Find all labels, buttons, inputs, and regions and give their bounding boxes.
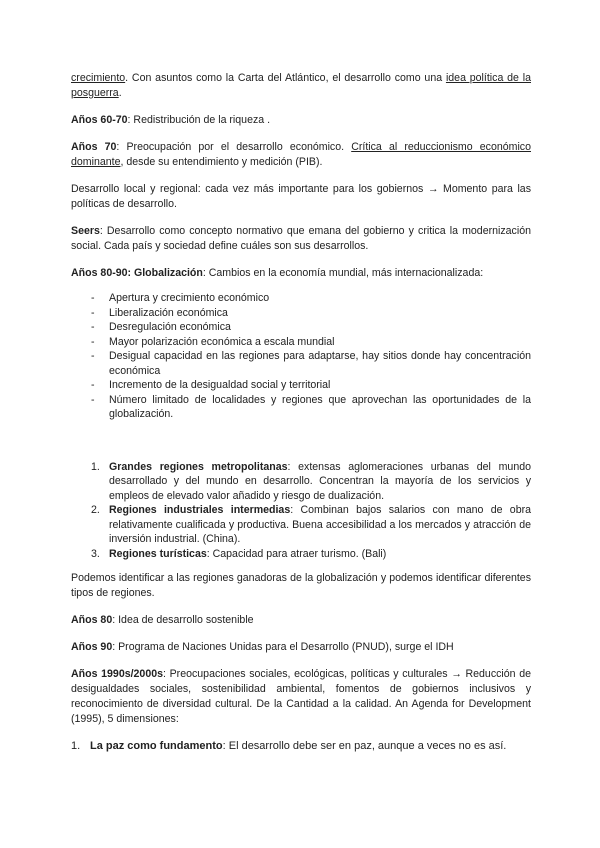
item-text: : Capacidad para atraer turismo. (Bali) [206, 547, 387, 560]
item-number: 1. [91, 460, 100, 473]
list-item: - Incremento de la desigualdad social y territorial [71, 378, 531, 393]
item-number: 1. [71, 740, 81, 752]
dimension-list-item [71, 739, 531, 754]
underlined-term: crecimiento [71, 72, 126, 84]
underlined-term: Crítica al reduccionismo económico dominante [71, 141, 531, 168]
paragraph-text: : Idea de desarrollo sostenible [112, 614, 254, 626]
list-item [71, 547, 531, 562]
item-text: : Combinan bajos salarios con mano de obra relativamente cualificada y productiva. Buena accesibilidad a los mercados y atracción de inversión industrial. (China). [109, 504, 532, 545]
paragraph-text: : Preocupaciones sociales, ecológicas, políticas y culturales → Reducción de desigualdades sociales, sostenibilidad ambiental, fomentos de gobiernos inclusivos y reconocimiento de diversidad cultural. De la Cantidad a la calidad. An Agenda for Development (1995), 5 dimensiones: [71, 668, 531, 725]
item-number: 2. [91, 504, 100, 516]
item-label: Grandes regiones metropolitanas [109, 460, 288, 473]
list-item [71, 503, 531, 547]
paragraph-text: : Preocupación por el desarrollo económico. [116, 141, 352, 153]
item-text: : El desarrollo debe ser en paz, aunque a veces no es así. [222, 740, 507, 752]
paragraph-text: : Desarrollo como concepto normativo que emana del gobierno y critica la modernización social. Cada país y sociedad define cuáles son sus desarrollos. [71, 225, 531, 252]
item-label: Regiones turísticas [109, 547, 207, 560]
period-label: Años 80 [71, 614, 113, 626]
intro-text: . Con asuntos como la Carta del Atlántico, el desarrollo como una [125, 72, 446, 84]
paragraph-anos-1990s-2000s [71, 667, 531, 727]
paragraph-seers [71, 224, 531, 254]
period-label: Años 60-70 [71, 114, 128, 126]
paragraph-text: : Programa de Naciones Unidas para el Desarrollo (PNUD), surge el IDH [112, 641, 454, 653]
period-label: Años 80-90: Globalización [71, 267, 203, 279]
item-text: : extensas aglomeraciones urbanas del mundo desarrollado y del mundo en desarrollo. Concentran la mayoría de los servicios y empleos de elevado valor añadido y riesgo de dualización. [109, 460, 531, 502]
list-item: - Apertura y crecimiento económico [71, 291, 531, 306]
paragraph-anos-80 [71, 613, 531, 628]
paragraph-text: Podemos identificar a las regiones ganadoras de la globalización y podemos identificar diferentes tipos de regiones. [71, 572, 531, 599]
period-label: Años 1990s/2000s [71, 668, 164, 680]
paragraph-text: Desarrollo local y regional: cada vez más importante para los gobiernos → Momento para las políticas de desarrollo. [71, 183, 531, 210]
paragraph-anos-90 [71, 640, 531, 655]
item-label: La paz como fundamento [90, 740, 223, 752]
period-label: Años 70 [71, 141, 117, 153]
intro-text-end: . [118, 87, 122, 99]
paragraph-anos-60-70 [71, 113, 531, 128]
list-item: - Desregulación económica [71, 320, 531, 335]
list-item: - Desigual capacidad en las regiones para adaptarse, hay sitios donde hay concentración económica [71, 349, 531, 378]
paragraph-regiones-ganadoras [71, 571, 531, 601]
list-item: - Número limitado de localidades y regiones que aprovechan las oportunidades de la globalización. [71, 393, 531, 422]
region-types-list [71, 460, 531, 562]
globalization-bullet-list [71, 291, 531, 422]
list-item: - Mayor polarización económica a escala mundial [71, 335, 531, 350]
page-content [71, 71, 531, 754]
intro-paragraph [71, 71, 531, 101]
list-item: - Liberalización económica [71, 306, 531, 321]
paragraph-anos-80-90 [71, 266, 531, 281]
author-label: Seers [71, 225, 100, 237]
period-label: Años 90 [71, 641, 113, 653]
paragraph-text: : Cambios en la economía mundial, más internacionalizada: [202, 267, 484, 279]
paragraph-text: : Redistribución de la riqueza . [127, 114, 271, 126]
paragraph-anos-70 [71, 140, 531, 170]
item-label: Regiones industriales intermedias [109, 504, 291, 516]
paragraph-text-end: , desde su entendimiento y medición (PIB). [120, 156, 323, 168]
item-number: 3. [91, 547, 100, 560]
underlined-term: idea política de la posguerra [71, 72, 531, 99]
paragraph-desarrollo-local [71, 182, 531, 212]
list-item [71, 460, 531, 504]
